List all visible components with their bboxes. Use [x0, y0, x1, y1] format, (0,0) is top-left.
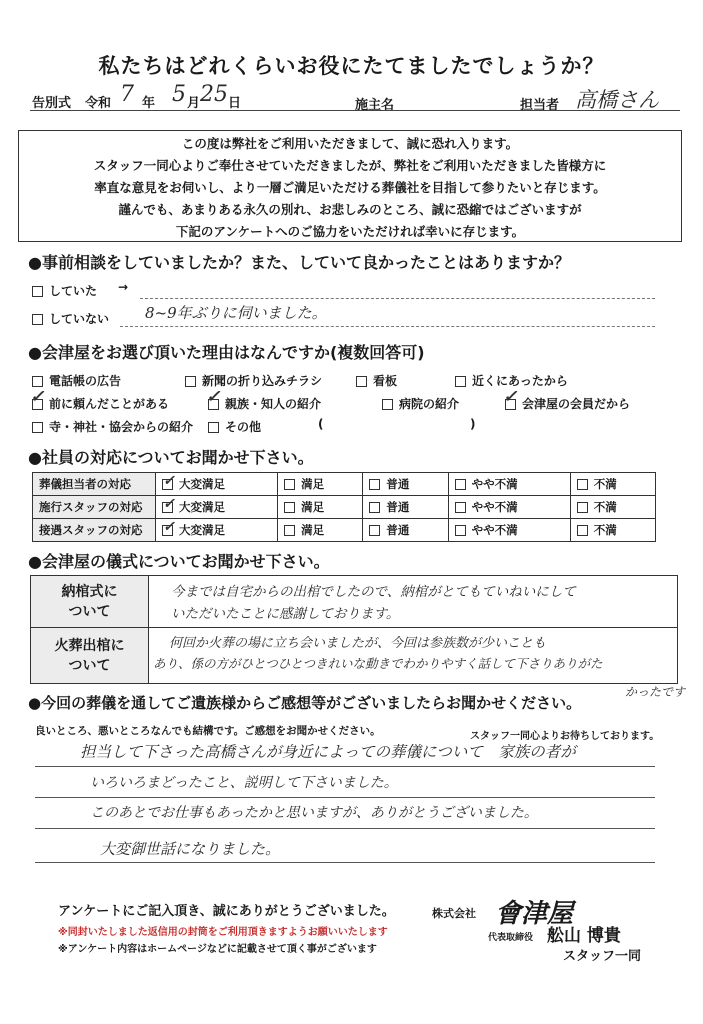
q2-option[interactable]: 寺・神社・協会からの紹介 — [32, 418, 193, 435]
checkbox[interactable] — [32, 314, 43, 325]
month-unit: 月 — [187, 96, 201, 111]
rating-cell[interactable]: 普通 — [363, 496, 448, 519]
checkbox[interactable] — [369, 525, 380, 536]
checkbox[interactable] — [382, 399, 393, 410]
year-value: 7 — [120, 82, 134, 107]
rating-cell[interactable]: 不満 — [570, 519, 655, 542]
handwritten-answer: このあとでお仕事もあったかと思いますが、ありがとうございました。 — [90, 805, 538, 821]
q2-option[interactable]: 電話帳の広告 — [32, 372, 121, 389]
table-row — [33, 519, 656, 542]
checkbox[interactable] — [455, 525, 466, 536]
intro-line: この度は弊社をご利用いただきまして、誠に恐れ入ります。 — [181, 136, 519, 151]
handwritten-answer: 大変御世話になりました。 — [100, 840, 281, 858]
check-mark-icon: ✓ — [503, 387, 518, 407]
answer-line — [35, 797, 655, 798]
year-unit: 年 — [142, 96, 156, 111]
host-label: 施主名 — [355, 98, 395, 113]
handwritten-answer: あり、係の方がひとつひとつきれいな動きでわかりやすく話して下さりありがた — [153, 656, 603, 671]
header-underline — [30, 110, 680, 111]
row-label: 火葬出棺に ついて — [31, 628, 149, 684]
q5-title: ●今回の葬儀を通してご遺族様からご感想等がございましたらお聞かせください。 — [28, 694, 582, 712]
rep-title: 代表取締役 — [488, 933, 534, 943]
q1-option-no[interactable]: していない — [32, 310, 109, 327]
intro-box — [18, 130, 682, 242]
q2-option-checked[interactable]: ✓ 親族・知人の紹介 — [206, 387, 322, 411]
answer-line — [120, 326, 655, 327]
staff-label: 担当者 — [520, 98, 560, 113]
footer-note: ※同封いたしました返信用の封筒をご利用頂きますようお願いいたします — [58, 927, 388, 938]
staff-name: 高橋さん — [575, 88, 659, 112]
checkbox[interactable] — [455, 479, 466, 490]
q2-option[interactable]: 新聞の折り込みチラシ — [185, 372, 322, 389]
answer-line — [140, 298, 655, 299]
check-mark-icon: ✓ — [163, 496, 175, 512]
rating-cell[interactable]: 普通 — [363, 519, 448, 542]
intro-line: 下記のアンケートへのご協力をいただければ幸いに存じます。 — [175, 224, 525, 239]
answer-cell — [149, 628, 678, 684]
answer-line — [35, 828, 655, 829]
q3-title: ●社員の対応についてお聞かせ下さい。 — [28, 448, 314, 467]
row-label: 接遇スタッフの対応 — [33, 519, 156, 542]
q1-title: ●事前相談をしていましたか？また、していて良かったことはありますか？ — [28, 253, 570, 272]
check-mark-icon: ✓ — [30, 387, 45, 407]
checkbox[interactable] — [577, 525, 588, 536]
rep-name: 舩山 博貴 — [547, 926, 621, 946]
thanks-text: アンケートにご記入頂き、誠にありがとうございました。 — [58, 904, 395, 919]
checkbox[interactable] — [32, 376, 43, 387]
check-mark-icon: ✓ — [163, 519, 175, 535]
checkbox[interactable] — [284, 479, 295, 490]
checkbox[interactable] — [455, 376, 466, 387]
rating-cell[interactable]: 満足 — [278, 496, 363, 519]
ceremony-label: 告別式 — [32, 96, 72, 111]
q2-option[interactable]: 病院の紹介 — [382, 395, 459, 412]
checkbox[interactable] — [32, 422, 43, 433]
q2-option[interactable]: 近くにあったから — [455, 372, 568, 389]
q5-subtitle-right: スタッフ一同心よりお待ちしております。 — [470, 731, 660, 742]
intro-line: 率直な意見をお伺いし、より一層ご満足いただける葬儀社を目指して参りたいと存じます。 — [94, 180, 606, 195]
rating-cell-checked[interactable]: ✓ 大変満足 — [156, 496, 278, 519]
handwritten-answer: 何回か火葬の場に立ち会いましたが、今回は参族数が少いことも — [169, 636, 547, 651]
q2-option-checked[interactable]: ✓ 前に頼んだことがある — [30, 387, 170, 411]
footer-note: ※アンケート内容はホームページなどに記載させて頂く事がございます — [58, 944, 377, 955]
other-paren-close: ) — [470, 417, 476, 431]
checkbox[interactable] — [356, 376, 367, 387]
intro-line: スタッフ一同心よりご奉仕させていただきましたが、弊社をご利用いただきました皆様方に — [93, 158, 607, 173]
check-mark-icon: ✓ — [163, 473, 175, 489]
q1-answer: 8~9年ぶりに伺いました。 — [145, 304, 327, 322]
handwritten-answer: 担当して下さった高橋さんが身近によっての葬儀について 家族の者が — [80, 743, 576, 761]
rating-cell-checked[interactable]: ✓ 大変満足 — [156, 473, 278, 496]
checkbox[interactable] — [369, 479, 380, 490]
era-label: 令和 — [85, 96, 112, 111]
month-value: 5 — [172, 82, 186, 107]
checkbox[interactable] — [32, 286, 43, 297]
arrow-icon: → — [118, 280, 129, 294]
rating-cell[interactable]: 満足 — [278, 473, 363, 496]
q4-title: ●会津屋の儀式についてお聞かせ下さい。 — [28, 552, 330, 571]
rating-cell[interactable]: やや不満 — [448, 473, 570, 496]
checkbox[interactable] — [577, 479, 588, 490]
table-row — [31, 576, 678, 628]
answer-line — [35, 862, 655, 863]
handwritten-answer: 今までは自宅からの出棺でしたので、納棺がとてもていねいにして — [171, 584, 576, 600]
rating-cell-checked[interactable]: ✓ 大変満足 — [156, 519, 278, 542]
row-label: 葬儀担当者の対応 — [33, 473, 156, 496]
table-row — [33, 473, 656, 496]
intro-line: 謹んでも、あまりある永久の別れ、お悲しみのところ、誠に恐縮ではございますが — [118, 202, 582, 217]
checkbox[interactable] — [577, 502, 588, 513]
rating-cell[interactable]: 満足 — [278, 519, 363, 542]
handwritten-answer: かったです — [625, 685, 686, 699]
rating-cell[interactable]: 不満 — [570, 473, 655, 496]
check-mark-icon: ✓ — [206, 387, 221, 407]
handwritten-answer: いろいろまどったこと、説明して下さいました。 — [90, 775, 398, 791]
ceremony-table — [30, 575, 678, 684]
q2-title: ●会津屋をお選び頂いた理由はなんですか(複数回答可) — [28, 343, 425, 362]
checkbox[interactable] — [284, 502, 295, 513]
checkbox[interactable] — [455, 502, 466, 513]
company-logo: 會津屋 — [495, 899, 574, 929]
q2-option[interactable]: 看板 — [356, 372, 397, 389]
q5-subtitle: 良いところ、悪いところなんでも結構です。ご感想をお聞かせください。 — [35, 725, 381, 737]
rating-cell[interactable]: 普通 — [363, 473, 448, 496]
row-label: 施行スタッフの対応 — [33, 496, 156, 519]
day-value: 25 — [200, 82, 228, 107]
day-unit: 日 — [228, 96, 242, 111]
table-row — [31, 628, 678, 684]
page-title: 私たちはどれくらいお役にたてましたでしょうか？ — [98, 54, 605, 78]
rating-cell[interactable]: やや不満 — [448, 519, 570, 542]
table-row — [33, 496, 656, 519]
rating-cell[interactable]: やや不満 — [448, 496, 570, 519]
checkbox[interactable] — [208, 422, 219, 433]
answer-line — [35, 766, 655, 767]
answer-cell — [149, 576, 678, 628]
checkbox[interactable] — [284, 525, 295, 536]
handwritten-answer: いただいたことに感謝しております。 — [171, 606, 400, 622]
q2-option-checked[interactable]: ✓ 会津屋の会員だから — [503, 387, 631, 411]
staff-all: スタッフ一同 — [563, 949, 642, 964]
checkbox[interactable] — [185, 376, 196, 387]
checkbox[interactable] — [369, 502, 380, 513]
other-paren-open: ( — [318, 417, 324, 431]
q2-option[interactable]: その他 — [208, 418, 261, 435]
row-label: 納棺式に ついて — [31, 576, 149, 628]
q1-option-yes[interactable]: していた — [32, 282, 97, 299]
company-prefix: 株式会社 — [432, 907, 476, 920]
rating-cell[interactable]: 不満 — [570, 496, 655, 519]
staff-rating-table — [32, 472, 656, 542]
